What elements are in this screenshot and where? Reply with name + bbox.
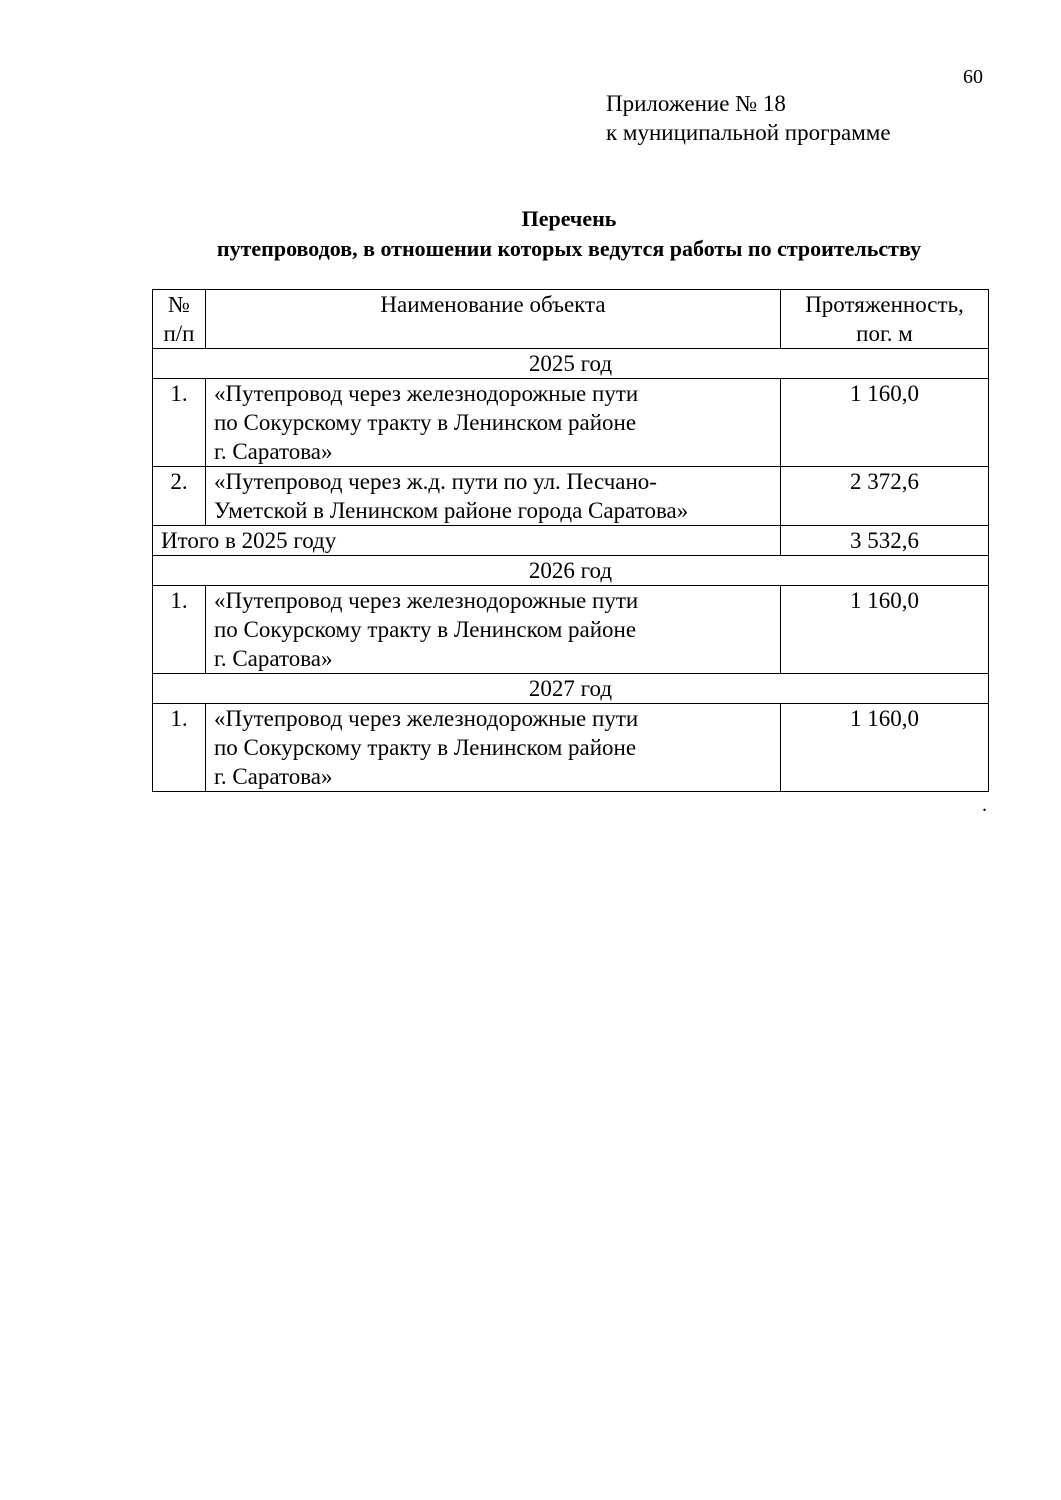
total-row-2025 (153, 526, 989, 556)
year-row-2027 (153, 674, 989, 704)
header-length (781, 290, 989, 349)
title-line-2: путепроводов, в отношении которых ведутся работы по строительству (216, 236, 922, 261)
page-number: 60 (963, 66, 983, 88)
title-line-1: Перечень (521, 206, 617, 231)
appendix-line-2: к муниципальной программе (606, 120, 891, 145)
document-title (150, 204, 988, 264)
table-row (153, 586, 989, 674)
object-name-line: г. Саратова» (214, 764, 333, 789)
object-name (206, 467, 781, 526)
header-number-line-1: № (168, 292, 190, 317)
object-name-line: по Сокурскому тракту в Ленинском районе (214, 617, 637, 642)
object-name (206, 704, 781, 792)
table-row (153, 379, 989, 467)
object-name (206, 379, 781, 467)
appendix-heading (606, 89, 891, 147)
object-name-line: г. Саратова» (214, 646, 333, 671)
year-row-2026 (153, 556, 989, 586)
year-label: 2027 год (153, 674, 989, 704)
overpass-table (152, 289, 989, 792)
appendix-line-1: Приложение № 18 (606, 91, 786, 116)
row-number: 1. (153, 704, 206, 792)
table-row (153, 467, 989, 526)
year-label: 2026 год (153, 556, 989, 586)
object-name-line: по Сокурскому тракту в Ленинском районе (214, 735, 637, 760)
total-value: 3 532,6 (781, 526, 989, 556)
object-name (206, 586, 781, 674)
object-length: 1 160,0 (781, 586, 989, 674)
object-length: 1 160,0 (781, 704, 989, 792)
total-label: Итого в 2025 году (153, 526, 781, 556)
object-name-line: «Путепровод через ж.д. пути по ул. Песчано- (214, 469, 657, 494)
object-name-line: по Сокурскому тракту в Ленинском районе (214, 410, 637, 435)
row-number: 1. (153, 379, 206, 467)
object-length: 1 160,0 (781, 379, 989, 467)
row-number: 1. (153, 586, 206, 674)
table-row (153, 704, 989, 792)
object-name-line: «Путепровод через железнодорожные пути (214, 381, 639, 406)
object-name-line: «Путепровод через железнодорожные пути (214, 588, 639, 613)
object-name-line: Уметской в Ленинском районе города Саратова» (214, 498, 689, 523)
year-row-2025 (153, 349, 989, 379)
row-number: 2. (153, 467, 206, 526)
header-length-line-2: пог. м (856, 321, 913, 346)
header-number-line-2: п/п (163, 321, 195, 346)
table-header-row (153, 290, 989, 349)
object-name-line: г. Саратова» (214, 439, 333, 464)
header-length-line-1: Протяженность, (805, 292, 964, 317)
header-object-name: Наименование объекта (206, 290, 781, 349)
year-label: 2025 год (153, 349, 989, 379)
header-number (153, 290, 206, 349)
object-length: 2 372,6 (781, 467, 989, 526)
object-name-line: «Путепровод через железнодорожные пути (214, 706, 639, 731)
trailing-period: . (982, 794, 987, 816)
